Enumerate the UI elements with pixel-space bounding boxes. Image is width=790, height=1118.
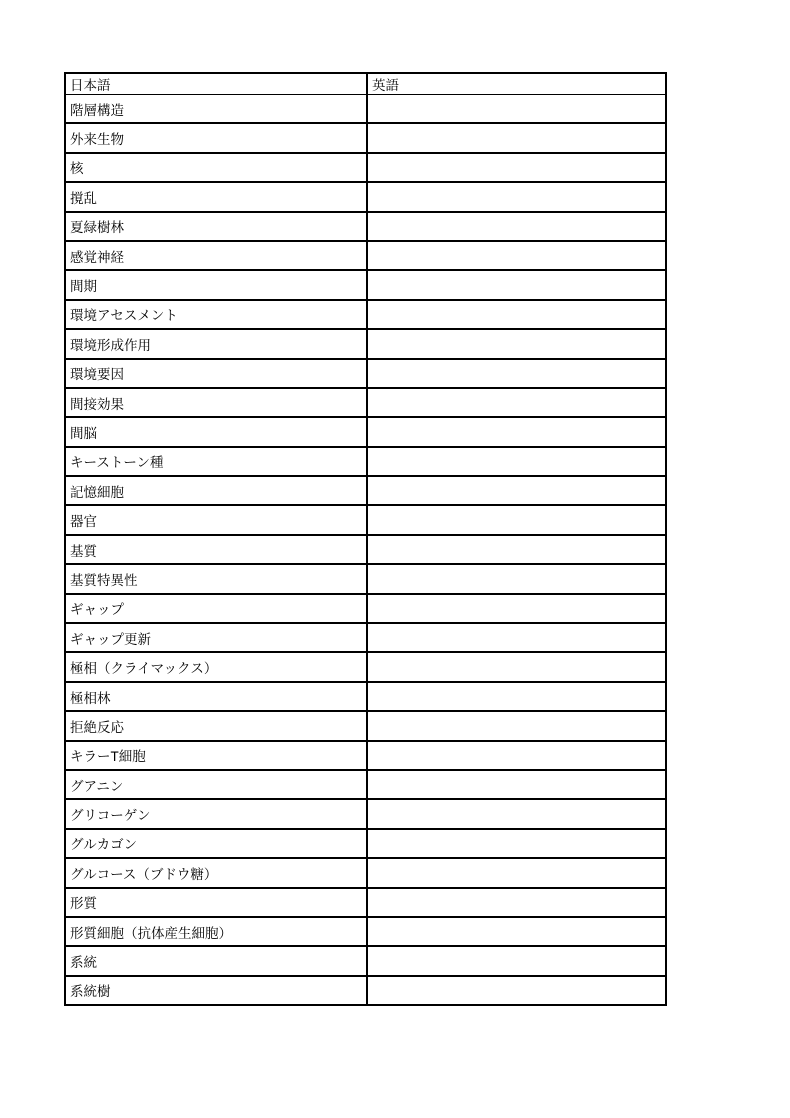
table-row xyxy=(65,976,666,1005)
japanese-term-cell: グリコーゲン xyxy=(65,799,367,828)
table-row xyxy=(65,535,666,564)
table-row xyxy=(65,388,666,417)
vocab-table xyxy=(64,72,667,1006)
english-term-cell xyxy=(367,505,666,534)
english-term-cell xyxy=(367,858,666,887)
english-term-cell xyxy=(367,594,666,623)
english-term-cell xyxy=(367,564,666,593)
japanese-term-cell: 撹乱 xyxy=(65,182,367,211)
english-term-cell xyxy=(367,476,666,505)
english-term-cell xyxy=(367,682,666,711)
english-column-header: 英語 xyxy=(367,73,666,95)
table-row xyxy=(65,917,666,946)
table-row xyxy=(65,770,666,799)
table-row xyxy=(65,888,666,917)
japanese-term-cell: 間脳 xyxy=(65,417,367,446)
table-row xyxy=(65,476,666,505)
japanese-term-cell: 環境要因 xyxy=(65,359,367,388)
table-row xyxy=(65,447,666,476)
table-row xyxy=(65,623,666,652)
english-term-cell xyxy=(367,447,666,476)
table-row xyxy=(65,652,666,681)
japanese-column-header: 日本語 xyxy=(65,73,367,95)
english-term-cell xyxy=(367,388,666,417)
japanese-term-cell: 基質特異性 xyxy=(65,564,367,593)
table-header-row xyxy=(65,73,666,95)
table-row xyxy=(65,564,666,593)
japanese-term-cell: 形質 xyxy=(65,888,367,917)
english-term-cell xyxy=(367,535,666,564)
japanese-term-cell: グルカゴン xyxy=(65,829,367,858)
english-term-cell xyxy=(367,770,666,799)
english-term-cell xyxy=(367,359,666,388)
japanese-term-cell: 環境形成作用 xyxy=(65,329,367,358)
table-row xyxy=(65,123,666,152)
english-term-cell xyxy=(367,711,666,740)
english-term-cell xyxy=(367,123,666,152)
english-term-cell xyxy=(367,417,666,446)
table-row xyxy=(65,329,666,358)
japanese-term-cell: 夏緑樹林 xyxy=(65,212,367,241)
table-row xyxy=(65,417,666,446)
vocab-table-body xyxy=(65,95,666,1006)
japanese-term-cell: 極相林 xyxy=(65,682,367,711)
english-term-cell xyxy=(367,182,666,211)
english-term-cell xyxy=(367,300,666,329)
english-term-cell xyxy=(367,888,666,917)
table-row xyxy=(65,95,666,124)
japanese-term-cell: グアニン xyxy=(65,770,367,799)
japanese-term-cell: キーストーン種 xyxy=(65,447,367,476)
table-row xyxy=(65,946,666,975)
table-row xyxy=(65,829,666,858)
english-term-cell xyxy=(367,623,666,652)
japanese-term-cell: 外来生物 xyxy=(65,123,367,152)
english-term-cell xyxy=(367,329,666,358)
table-row xyxy=(65,182,666,211)
japanese-term-cell: 拒絶反応 xyxy=(65,711,367,740)
english-term-cell xyxy=(367,976,666,1005)
japanese-term-cell: 系統樹 xyxy=(65,976,367,1005)
table-row xyxy=(65,505,666,534)
english-term-cell xyxy=(367,946,666,975)
japanese-term-cell: キラーT細胞 xyxy=(65,741,367,770)
english-term-cell xyxy=(367,212,666,241)
japanese-term-cell: 極相（クライマックス） xyxy=(65,652,367,681)
table-row xyxy=(65,594,666,623)
japanese-term-cell: 環境アセスメント xyxy=(65,300,367,329)
english-term-cell xyxy=(367,917,666,946)
japanese-term-cell: 間期 xyxy=(65,270,367,299)
english-term-cell xyxy=(367,241,666,270)
table-row xyxy=(65,682,666,711)
english-term-cell xyxy=(367,741,666,770)
japanese-term-cell: ギャップ xyxy=(65,594,367,623)
table-row xyxy=(65,270,666,299)
japanese-term-cell: 基質 xyxy=(65,535,367,564)
english-term-cell xyxy=(367,652,666,681)
japanese-term-cell: 感覚神経 xyxy=(65,241,367,270)
table-row xyxy=(65,359,666,388)
english-term-cell xyxy=(367,153,666,182)
japanese-term-cell: 核 xyxy=(65,153,367,182)
japanese-term-cell: 間接効果 xyxy=(65,388,367,417)
table-row xyxy=(65,153,666,182)
japanese-term-cell: ギャップ更新 xyxy=(65,623,367,652)
english-term-cell xyxy=(367,270,666,299)
english-term-cell xyxy=(367,95,666,124)
japanese-term-cell: 器官 xyxy=(65,505,367,534)
table-row xyxy=(65,711,666,740)
english-term-cell xyxy=(367,829,666,858)
japanese-term-cell: 形質細胞（抗体産生細胞） xyxy=(65,917,367,946)
japanese-term-cell: グルコース（ブドウ糖） xyxy=(65,858,367,887)
table-row xyxy=(65,799,666,828)
japanese-term-cell: 階層構造 xyxy=(65,95,367,124)
japanese-term-cell: 記憶細胞 xyxy=(65,476,367,505)
table-row xyxy=(65,300,666,329)
table-row xyxy=(65,212,666,241)
table-row xyxy=(65,241,666,270)
japanese-term-cell: 系統 xyxy=(65,946,367,975)
table-row xyxy=(65,858,666,887)
table-row xyxy=(65,741,666,770)
english-term-cell xyxy=(367,799,666,828)
